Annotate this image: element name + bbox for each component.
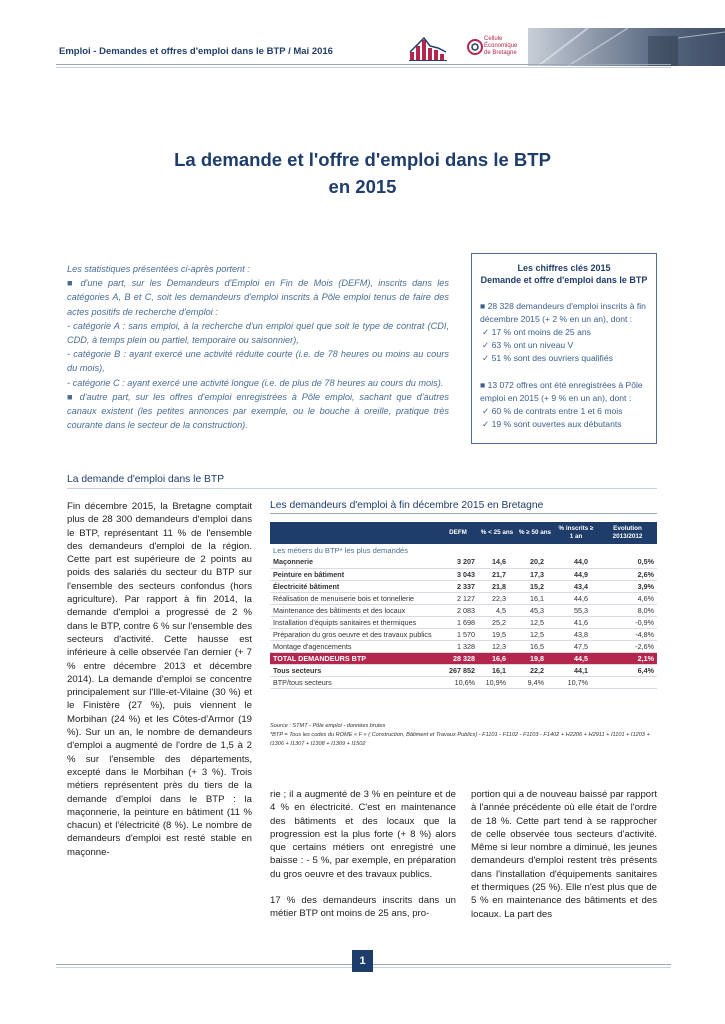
key-figure-item: ✓ 19 % sont ouvertes aux débutants: [482, 419, 622, 429]
table-cell-over50: 17,3: [516, 568, 554, 580]
table-header-cell: DEFM: [438, 522, 478, 544]
table-cell-under25: 19,5: [478, 628, 516, 640]
middle-paragraph: rie ; il a augmenté de 3 % en peinture et de 4 % en électricité. C'est en maintenance des bâtiments et des locaux que la progression est la plus forte (+ 8 %) alors que certains métiers ont enregistré une baisse : - 5 %, par exemple, en préparation du gros oeuvre et des travaux publics.: [270, 789, 456, 880]
table-cell-evolution: 4,6%: [598, 592, 657, 604]
intro-paragraph: ■ d'une part, sur les Demandeurs d'Emploi en Fin de Mois (DEFM), inscrits dans les catégories A, B et C, soit les demandeurs d'emploi inscrits à Pôle emploi tenus de faire des actes positifs de recherche d'emploi :: [67, 278, 449, 317]
table-cell-over50: 45,3: [516, 604, 554, 616]
table-cell-defm: 1 698: [438, 616, 478, 628]
table-cell-under25: 12,3: [478, 640, 516, 652]
table-row: [270, 604, 657, 616]
table-header-cell: [270, 522, 438, 544]
table-cell-label: Maçonnerie: [270, 556, 438, 568]
table-cell-under25: 16,6: [478, 652, 516, 664]
table-cell-under25: 4,5: [478, 604, 516, 616]
table-row: [270, 580, 657, 592]
table-header-cell: Evolution 2013/2012: [598, 522, 657, 544]
table-cell-label: Tous secteurs: [270, 664, 438, 676]
intro-paragraph: ■ d'autre part, sur les offres d'emploi enregistrées à Pôle emploi, sachant que d'autres canaux existent (les petites annonces par exemple, ou le bouche à oreille, pratique très courante dans le secteur de la construction).: [67, 391, 449, 431]
cellule-economique-logo: [466, 36, 526, 64]
table-row: [270, 652, 657, 664]
table-cell-registered-1y: 10,7%: [554, 676, 598, 688]
table-cell-defm: 10,6%: [438, 676, 478, 688]
table-header-cell: % inscrits ≥ 1 an: [554, 522, 598, 544]
page-title: [0, 146, 725, 200]
table-cell-registered-1y: 44,6: [554, 592, 598, 604]
table-cell-over50: 16,1: [516, 592, 554, 604]
table-heading-rule: [270, 513, 657, 514]
cellule-logo-text: [484, 36, 517, 57]
key-figure-item: ✓ 51 % sont des ouvriers qualifiés: [482, 353, 613, 363]
table-row: [270, 628, 657, 640]
table-header-cell: % < 25 ans: [478, 522, 516, 544]
table-cell-under25: 14,6: [478, 556, 516, 568]
table-cell-over50: 12,5: [516, 616, 554, 628]
chart-logo-icon: [408, 30, 448, 62]
key-figure-main: ■ 13 072 offres ont été enregistrées à Pôle emploi en 2015 (+ 9 % en un an), dont :: [480, 380, 643, 403]
middle-paragraph: 17 % des demandeurs inscrits dans un métier BTP ont moins de 25 ans, pro-: [270, 895, 456, 920]
table-cell-label: Préparation du gros oeuvre et des travaux publics: [270, 628, 438, 640]
key-figure-main: ■ 28 328 demandeurs d'emploi inscrits à fin décembre 2015 (+ 2 % en un an), dont :: [480, 301, 646, 324]
key-figures-title-line-2: Demande et offre d'emploi dans le BTP: [480, 275, 648, 285]
table-cell-registered-1y: 44,9: [554, 568, 598, 580]
table-cell-defm: 3 043: [438, 568, 478, 580]
table-cell-over50: 20,2: [516, 556, 554, 568]
key-figure-item: ✓ 60 % de contrats entre 1 et 6 mois: [482, 406, 623, 416]
table-cell-under25: 21,8: [478, 580, 516, 592]
table-cell-evolution: 8,0%: [598, 604, 657, 616]
intro-paragraph: Les statistiques présentées ci-après portent :: [67, 264, 250, 274]
table-cell-evolution: -0,9%: [598, 616, 657, 628]
table-cell-defm: 2 083: [438, 604, 478, 616]
table-header-row: [270, 522, 657, 544]
header-rule-secondary: [56, 67, 671, 68]
table-cell-defm: 267 852: [438, 664, 478, 676]
table-cell-label: Peinture en bâtiment: [270, 568, 438, 580]
table-source-line: Source : STMT - Pôle emploi - données brutes: [270, 723, 386, 729]
table-subheading-row: [270, 544, 657, 556]
table-cell-defm: 1 570: [438, 628, 478, 640]
table-row: [270, 616, 657, 628]
key-figures-title: [480, 262, 648, 286]
table-cell-registered-1y: 44,5: [554, 652, 598, 664]
table-row: [270, 556, 657, 568]
section-heading: La demande d'emploi dans le BTP: [67, 474, 225, 485]
key-figures-demand: [480, 300, 648, 365]
table-cell-under25: 16,1: [478, 664, 516, 676]
left-column-text: Fin décembre 2015, la Bretagne comptait plus de 28 300 demandeurs d'emploi dans le BTP, représentant 11 % de l'ensemble des demandeurs d'emploi de la région. Cette part est supérieure de 2 points au poids des salariés du secteur du BTP sur l'ensemble des secteurs confondus (hors agriculture). Par rapport à fin 2014, la demande d'emploi a progressé de 2 % dans le BTP, contre 6 % sur l'ensemble des secteurs d'activité. Cette hausse est inférieure à celle observée l'an dernier (+ 7 % entre décembre 2013 et décembre 2014). La demande d'emploi se concentre principalement sur l'Ille-et-Vilaine (30 %) et le Finistère (27 %), puis viennent le Morbihan (24 %) et les Côtes-d'Armor (19 %). Sur un an, le nombre de demandeurs d'emploi a augmenté de l'ordre de 1,5 à 2 % sur l'ensemble des départements, excepté dans le Morbihan (+ 3 %). Trois métiers représentent près du tiers de la demande d'emploi dans le BTP : la maçonnerie, la peinture en bâtiment (11 % chacun) et l'électricité (8 %). Le nombre de demandeurs d'emploi est resté stable en maçonne-: [67, 501, 252, 858]
table-cell-over50: 12,5: [516, 628, 554, 640]
table-cell-evolution: 3,9%: [598, 580, 657, 592]
table-cell-label: BTP/tous secteurs: [270, 676, 438, 688]
header-rule: [56, 64, 671, 65]
table-cell-registered-1y: 44,0: [554, 556, 598, 568]
table-cell-evolution: -4,8%: [598, 628, 657, 640]
logo-line-3: de Bretagne: [484, 50, 517, 56]
intro-text: [67, 262, 449, 432]
table-cell-over50: 9,4%: [516, 676, 554, 688]
table-cell-defm: 1 328: [438, 640, 478, 652]
table-cell-evolution: 2,1%: [598, 652, 657, 664]
table-footnote: *BTP = Tous les codes du ROME « F » ( Construction, Bâtiment et Travaux Publics) - F1101 - F1102 - F1103 - F1402 + H2206 + H2911 + I1101 + I1203 + I1306 + I1307 + I1308 + I1309 + I1502: [270, 732, 650, 747]
table-cell-label: Montage d'agencements: [270, 640, 438, 652]
table-cell-label: Installation d'équipts sanitaires et thermiques: [270, 616, 438, 628]
table-row: [270, 592, 657, 604]
table-cell-label: Réalisation de menuiserie bois et tonnellerie: [270, 592, 438, 604]
page-title-line-2: en 2015: [328, 176, 397, 197]
key-figure-item: ✓ 17 % ont moins de 25 ans: [482, 327, 591, 337]
table-cell-evolution: 6,4%: [598, 664, 657, 676]
table-cell-registered-1y: 47,5: [554, 640, 598, 652]
table-subheading: Les métiers du BTP* les plus demandés: [273, 545, 409, 555]
table-cell-over50: 16,5: [516, 640, 554, 652]
table-cell-under25: 21,7: [478, 568, 516, 580]
table-source: [270, 722, 657, 749]
table-cell-label: TOTAL DEMANDEURS BTP: [270, 652, 438, 664]
table-cell-under25: 22,3: [478, 592, 516, 604]
table-heading: Les demandeurs d'emploi à fin décembre 2015 en Bretagne: [270, 500, 544, 511]
key-figure-item: ✓ 63 % ont un niveau V: [482, 340, 574, 350]
table-cell-evolution: 0,5%: [598, 556, 657, 568]
table-row: [270, 664, 657, 676]
table-cell-defm: 2 127: [438, 592, 478, 604]
table-cell-registered-1y: 44,1: [554, 664, 598, 676]
table-cell-label: Électricité bâtiment: [270, 580, 438, 592]
key-figures-offer: [480, 379, 648, 431]
table-row: [270, 568, 657, 580]
table-cell-evolution: [598, 676, 657, 688]
table-cell-registered-1y: 41,6: [554, 616, 598, 628]
section-rule: [67, 488, 657, 489]
logo-line-1: Cellule: [484, 36, 503, 42]
table-row: [270, 676, 657, 688]
table-cell-over50: 19,8: [516, 652, 554, 664]
table-cell-evolution: -2,6%: [598, 640, 657, 652]
table-cell-under25: 25,2: [478, 616, 516, 628]
demand-table: [270, 522, 657, 689]
table-cell-registered-1y: 43,4: [554, 580, 598, 592]
table-cell-registered-1y: 43,8: [554, 628, 598, 640]
table-cell-over50: 15,2: [516, 580, 554, 592]
intro-paragraph: - catégorie A : sans emploi, à la recherche d'un emploi quel que soit le type de contrat (CDI, CDD, à temps plein ou partiel, temporaire ou saisonnier),: [67, 320, 449, 346]
page-number: 1: [352, 950, 373, 972]
intro-paragraph: - catégorie B : ayant exercé une activité réduite courte (i.e. de 78 heures ou moins au cours du mois),: [67, 349, 449, 374]
table-row: [270, 640, 657, 652]
intro-paragraph: - catégorie C : ayant exercé une activité longue (i.e. de plus de 78 heures au cours du mois).: [67, 377, 444, 388]
page-header: [0, 0, 725, 82]
table-cell-defm: 2 337: [438, 580, 478, 592]
table-cell-defm: 28 328: [438, 652, 478, 664]
header-title: Emploi - Demandes et offres d'emploi dans le BTP / Mai 2016: [59, 46, 333, 57]
key-figures-title-line-1: Les chiffres clés 2015: [517, 263, 611, 273]
table-header-cell: % ≥ 50 ans: [516, 522, 554, 544]
cellule-swirl-icon: [466, 36, 484, 58]
page-title-line-1: La demande et l'offre d'emploi dans le BTP: [174, 149, 551, 170]
key-figures-box: [471, 253, 657, 444]
table-cell-label: Maintenance des bâtiments et des locaux: [270, 604, 438, 616]
table-cell-under25: 10,9%: [478, 676, 516, 688]
table-cell-defm: 3 207: [438, 556, 478, 568]
right-column-text: portion qui a de nouveau baissé par rapport à l'année précédente où elle était de l'ordre de 18 %. Cette part tend à se rapprocher de celle observée tous secteurs d'activité. Même si leur nombre a diminué, les jeunes demandeurs d'emploi restent très présents dans l'installation d'équipements sanitaires et thermiques (25 %). Elle n'est plus que de 5 % en maintenance des bâtiments et des locaux. La part des: [471, 789, 657, 920]
table-cell-evolution: 2,6%: [598, 568, 657, 580]
header-construction-photo: [528, 28, 725, 66]
logo-line-2: Économique: [484, 43, 518, 49]
table-cell-registered-1y: 55,3: [554, 604, 598, 616]
table-cell-over50: 22,2: [516, 664, 554, 676]
middle-column-text: [270, 788, 456, 921]
